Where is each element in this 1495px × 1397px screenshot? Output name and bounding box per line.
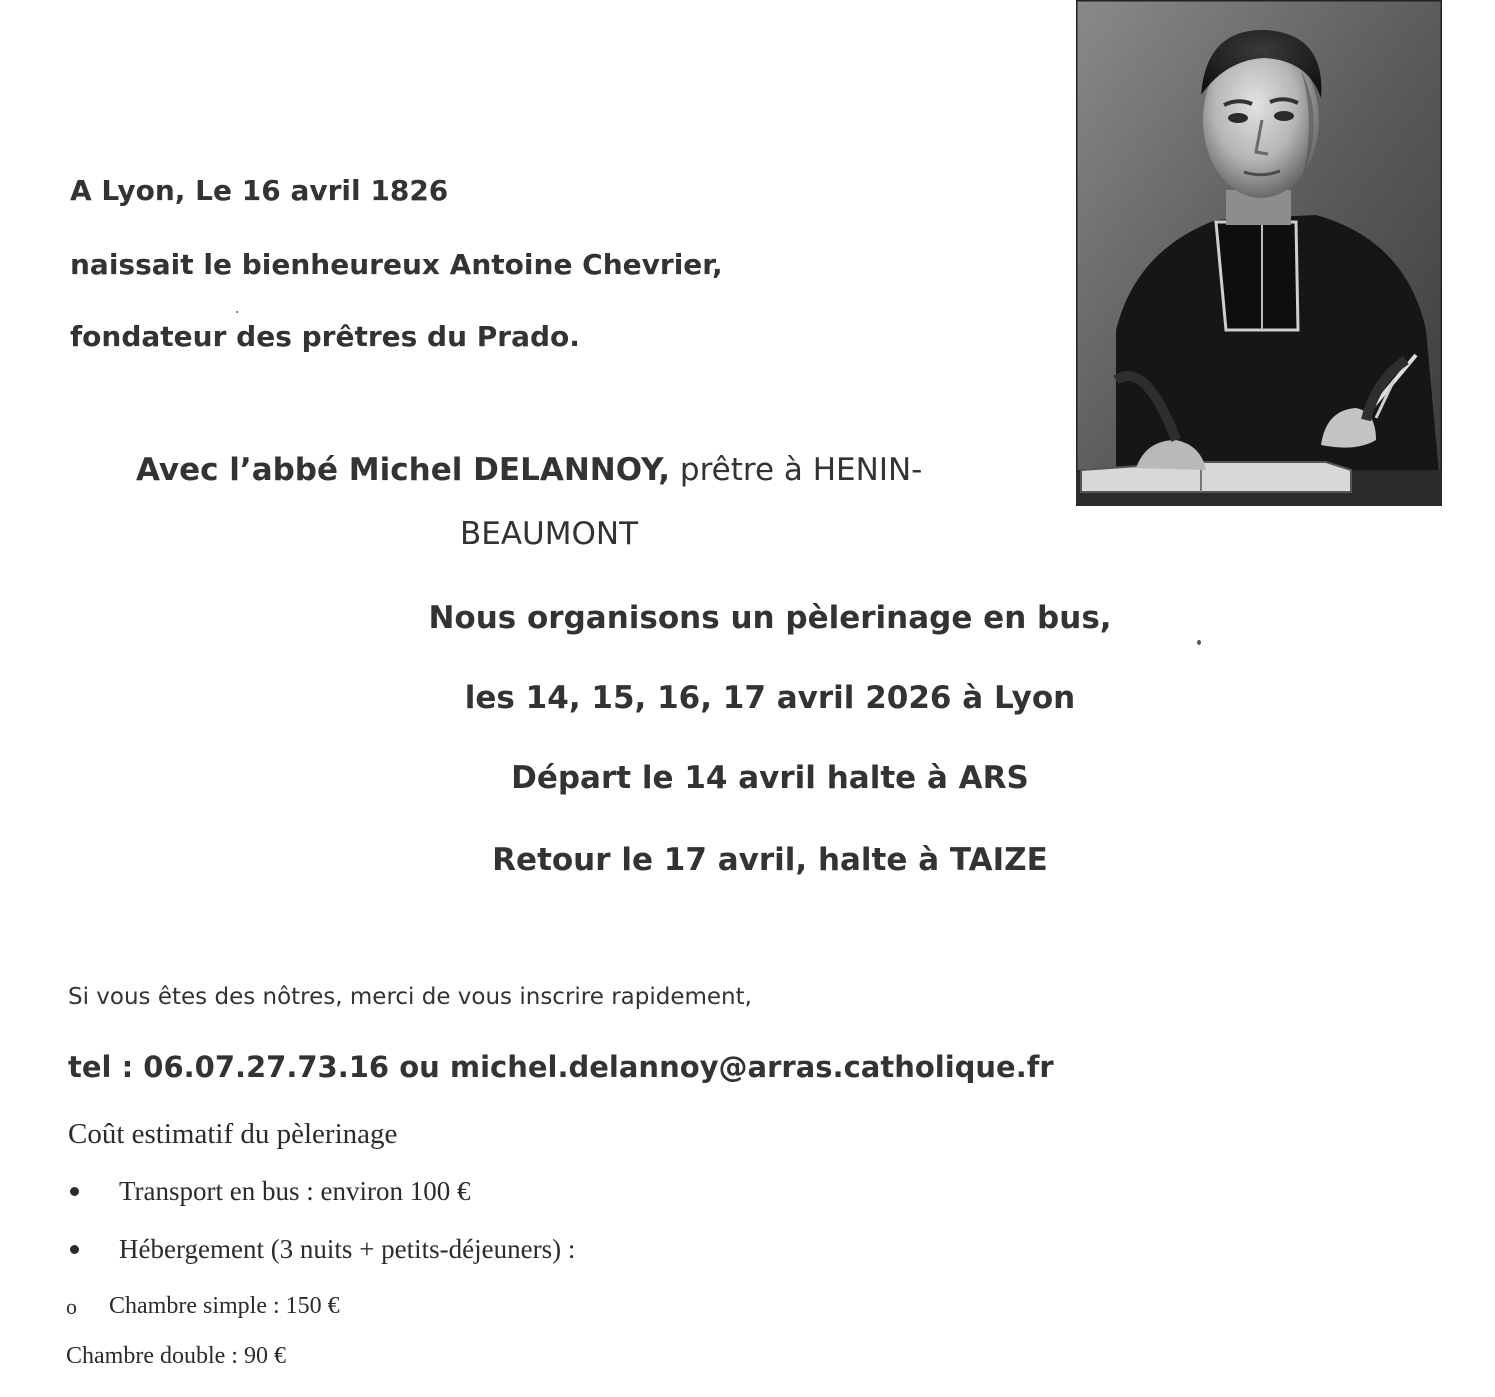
bullet-icon	[70, 1187, 79, 1196]
priest-name: Avec l’abbé Michel DELANNOY,	[136, 452, 671, 488]
contact-info: tel : 06.07.27.73.16 ou michel.delannoy@arras.catholique.fr	[68, 1050, 1054, 1084]
cost-subitem-single-room	[66, 1293, 340, 1320]
priest-location: prêtre à HENIN-	[670, 452, 923, 488]
pilgrimage-dates: les 14, 15, 16, 17 avril 2026 à Lyon	[464, 680, 1076, 716]
cost-item-lodging	[66, 1234, 575, 1265]
portrait-photo	[1076, 0, 1442, 506]
bullet-icon	[70, 1245, 79, 1254]
scan-speck	[1197, 640, 1201, 645]
pilgrimage-departure: Départ le 14 avril halte à ARS	[511, 760, 1029, 796]
cost-item-transport	[66, 1176, 471, 1207]
cost-subitem-double-room: Chambre double : 90 €	[66, 1343, 286, 1369]
pilgrimage-return: Retour le 17 avril, halte à TAIZE	[492, 842, 1048, 878]
cost-item-label: Hébergement (3 nuits + petits-déjeuners) :	[119, 1234, 576, 1264]
priest-line	[136, 452, 922, 488]
pilgrimage-announcement: Nous organisons un pèlerinage en bus,	[428, 600, 1112, 636]
registration-text: Si vous êtes des nôtres, merci de vous inscrire rapidement,	[68, 984, 752, 1010]
circle-bullet-icon: o	[66, 1293, 77, 1319]
priest-location-continued: BEAUMONT	[460, 516, 639, 552]
intro-birth-line: naissait le bienheureux Antoine Chevrier,	[70, 248, 723, 281]
intro-date-line: A Lyon, Le 16 avril 1826	[70, 174, 449, 207]
cost-item-label: Transport en bus : environ 100 €	[119, 1176, 471, 1206]
cost-heading: Coût estimatif du pèlerinage	[68, 1118, 398, 1150]
cost-subitem-label: Chambre simple : 150 €	[109, 1293, 340, 1319]
intro-founder-line: fondateur des prêtres du Prado.	[70, 320, 580, 353]
scan-speck	[236, 311, 238, 313]
